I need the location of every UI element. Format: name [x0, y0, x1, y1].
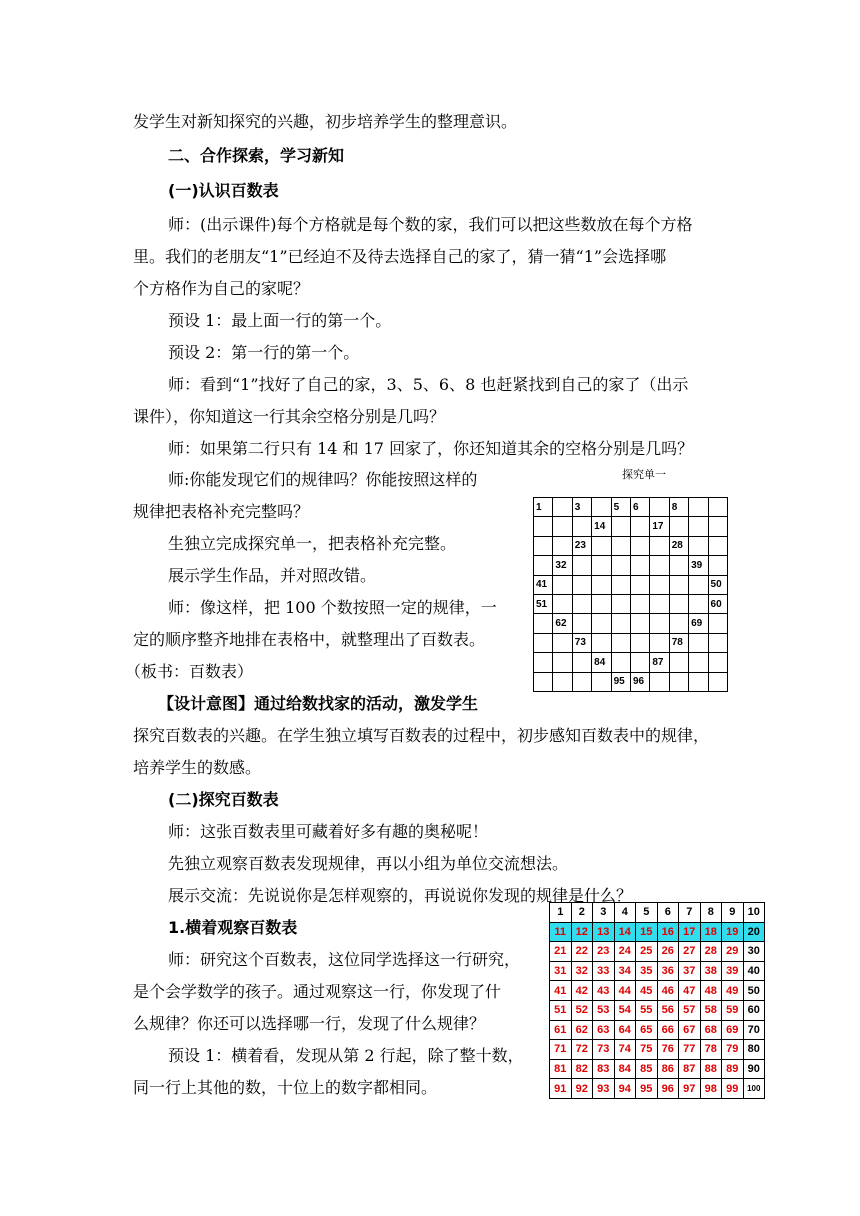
worksheet-cell	[708, 498, 727, 517]
text-line: 生独立完成探究单一，把表格补充完整。	[168, 534, 457, 553]
hundred-chart-row	[550, 1079, 765, 1099]
worksheet-cell	[553, 653, 572, 672]
worksheet-cell	[669, 614, 688, 633]
hundred-chart-row	[550, 981, 765, 1001]
hundred-chart-cell: 22	[571, 942, 593, 962]
worksheet-cell	[630, 575, 649, 594]
worksheet-cell: 96	[630, 672, 649, 691]
hundred-chart-cell: 25	[636, 942, 658, 962]
worksheet-cell: 87	[650, 653, 669, 672]
worksheet-cell	[611, 575, 630, 594]
worksheet-cell: 84	[592, 653, 611, 672]
text-line: 师:你能发现它们的规律吗？你能按照这样的	[168, 470, 478, 489]
worksheet-cell	[650, 498, 669, 517]
text-line: 探究百数表的兴趣。在学生独立填写百数表的过程中，初步感知百数表中的规律，	[133, 726, 710, 745]
subsection-heading: 1.横着观察百数表	[168, 918, 298, 937]
worksheet-cell	[592, 536, 611, 555]
hundred-chart-cell: 8	[700, 903, 722, 923]
hundred-chart-cell: 86	[657, 1059, 679, 1079]
worksheet-cell	[534, 556, 553, 575]
worksheet-cell: 62	[553, 614, 572, 633]
text-line: 里。我们的老朋友“1”已经迫不及待去选择自己的家了，猜一猜“1”会选择哪	[133, 247, 667, 266]
text-line: 发学生对新知探究的兴趣，初步培养学生的整理意识。	[133, 112, 518, 131]
text-line: 么规律？你还可以选择哪一行，发现了什么规律？	[133, 1014, 486, 1033]
worksheet-cell	[689, 633, 708, 652]
hundred-chart-row	[550, 903, 765, 923]
worksheet-cell	[630, 556, 649, 575]
hundred-chart-cell: 38	[700, 961, 722, 981]
worksheet-row	[534, 498, 728, 517]
worksheet-cell	[611, 594, 630, 613]
hundred-chart-cell: 1	[550, 903, 572, 923]
hundred-chart-cell: 51	[550, 1000, 572, 1020]
hundred-chart-cell: 95	[636, 1079, 658, 1099]
hundred-chart-cell: 54	[614, 1000, 636, 1020]
hundred-chart-cell: 49	[722, 981, 744, 1001]
text-line: 展示学生作品，并对照改错。	[168, 566, 377, 585]
worksheet-cell	[708, 633, 727, 652]
worksheet-cell	[689, 536, 708, 555]
text-line: 师：这张百数表里可藏着好多有趣的奥秘呢！	[168, 822, 489, 841]
hundred-chart-cell: 10	[743, 903, 765, 923]
worksheet-cell	[689, 672, 708, 691]
hundred-chart-cell: 59	[722, 1000, 744, 1020]
worksheet-row	[534, 536, 728, 555]
worksheet-cell	[592, 633, 611, 652]
worksheet-cell	[592, 556, 611, 575]
worksheet-cell	[592, 614, 611, 633]
hundred-chart-cell: 82	[571, 1059, 593, 1079]
worksheet-grid	[533, 497, 728, 692]
worksheet-cell	[708, 672, 727, 691]
text-line: 是个会学数学的孩子。通过观察这一行，你发现了什	[133, 982, 502, 1001]
hundred-chart-cell: 15	[636, 922, 658, 942]
worksheet-cell	[650, 536, 669, 555]
worksheet-row	[534, 633, 728, 652]
worksheet-cell	[650, 575, 669, 594]
worksheet-cell	[669, 653, 688, 672]
hundred-chart-cell: 31	[550, 961, 572, 981]
worksheet-cell	[689, 517, 708, 536]
hundred-chart-row	[550, 1000, 765, 1020]
hundred-chart-cell: 81	[550, 1059, 572, 1079]
worksheet-cell: 23	[572, 536, 591, 555]
hundred-chart	[549, 902, 765, 1099]
hundred-chart-cell: 32	[571, 961, 593, 981]
worksheet-cell: 6	[630, 498, 649, 517]
text-line: 先独立观察百数表发现规律，再以小组为单位交流想法。	[168, 854, 569, 873]
worksheet-cell	[630, 633, 649, 652]
worksheet-cell	[592, 575, 611, 594]
hundred-chart-cell: 19	[722, 922, 744, 942]
worksheet-cell: 5	[611, 498, 630, 517]
worksheet-cell: 39	[689, 556, 708, 575]
hundred-chart-cell: 52	[571, 1000, 593, 1020]
worksheet-cell	[611, 614, 630, 633]
worksheet-cell	[650, 594, 669, 613]
worksheet-cell: 41	[534, 575, 553, 594]
text-line: 预设 1：最上面一行的第一个。	[168, 311, 392, 330]
hundred-chart-cell: 12	[571, 922, 593, 942]
worksheet-cell	[553, 672, 572, 691]
design-intent	[158, 694, 478, 714]
worksheet-cell	[572, 614, 591, 633]
text-line: 师：研究这个百数表，这位同学选择这一行研究，	[168, 950, 521, 969]
hundred-chart-cell: 58	[700, 1000, 722, 1020]
hundred-chart-cell: 66	[657, 1020, 679, 1040]
hundred-chart-cell: 7	[679, 903, 701, 923]
worksheet-cell	[611, 653, 630, 672]
hundred-chart-cell: 53	[593, 1000, 615, 1020]
hundred-chart-row	[550, 1020, 765, 1040]
hundred-chart-cell: 9	[722, 903, 744, 923]
worksheet-cell: 50	[708, 575, 727, 594]
worksheet-cell	[708, 556, 727, 575]
worksheet-cell	[689, 498, 708, 517]
hundred-chart-cell: 24	[614, 942, 636, 962]
hundred-chart-cell: 36	[657, 961, 679, 981]
worksheet-cell: 78	[669, 633, 688, 652]
worksheet-cell: 14	[592, 517, 611, 536]
worksheet-cell: 1	[534, 498, 553, 517]
text-line: 同一行上其他的数，十位上的数字都相同。	[133, 1078, 438, 1097]
hundred-chart-cell: 62	[571, 1020, 593, 1040]
worksheet-row	[534, 517, 728, 536]
hundred-chart-cell: 93	[593, 1079, 615, 1099]
worksheet-cell	[572, 653, 591, 672]
hundred-chart-cell: 60	[743, 1000, 765, 1020]
hundred-chart-cell: 33	[593, 961, 615, 981]
worksheet-cell: 8	[669, 498, 688, 517]
hundred-chart-cell: 67	[679, 1020, 701, 1040]
worksheet-cell	[650, 633, 669, 652]
hundred-chart-cell: 71	[550, 1040, 572, 1060]
hundred-chart-cell: 14	[614, 922, 636, 942]
hundred-chart-cell: 23	[593, 942, 615, 962]
worksheet-cell	[553, 517, 572, 536]
worksheet-cell	[534, 672, 553, 691]
hundred-chart-row	[550, 942, 765, 962]
worksheet-cell	[572, 594, 591, 613]
text-line: 预设 1：横着看，发现从第 2 行起，除了整十数，	[168, 1046, 524, 1065]
hundred-chart-cell: 2	[571, 903, 593, 923]
worksheet-cell	[689, 594, 708, 613]
worksheet-cell	[630, 614, 649, 633]
hundred-chart-cell: 100	[743, 1079, 765, 1099]
hundred-chart-cell: 46	[657, 981, 679, 1001]
hundred-chart-cell: 18	[700, 922, 722, 942]
hundred-chart-row	[550, 961, 765, 981]
hundred-chart-cell: 76	[657, 1040, 679, 1060]
worksheet-cell: 69	[689, 614, 708, 633]
hundred-chart-cell: 21	[550, 942, 572, 962]
worksheet-cell	[669, 575, 688, 594]
hundred-chart-cell: 29	[722, 942, 744, 962]
hundred-chart-cell: 30	[743, 942, 765, 962]
worksheet-cell	[553, 498, 572, 517]
hundred-chart-cell: 68	[700, 1020, 722, 1040]
hundred-chart-cell: 42	[571, 981, 593, 1001]
subsection-heading: (二)探究百数表	[168, 790, 279, 809]
worksheet-cell	[611, 633, 630, 652]
worksheet-cell	[534, 517, 553, 536]
hundred-chart-cell: 5	[636, 903, 658, 923]
hundred-chart-cell: 96	[657, 1079, 679, 1099]
hundred-chart-cell: 98	[700, 1079, 722, 1099]
hundred-chart-cell: 35	[636, 961, 658, 981]
worksheet-cell	[572, 672, 591, 691]
hundred-chart-cell: 72	[571, 1040, 593, 1060]
hundred-chart-cell: 85	[636, 1059, 658, 1079]
hundred-chart-cell: 45	[636, 981, 658, 1001]
worksheet-cell	[630, 653, 649, 672]
hundred-chart-cell: 74	[614, 1040, 636, 1060]
text-line: 培养学生的数感。	[133, 758, 262, 777]
hundred-chart-cell: 56	[657, 1000, 679, 1020]
worksheet-cell	[689, 653, 708, 672]
hundred-chart-cell: 6	[657, 903, 679, 923]
hundred-chart-cell: 91	[550, 1079, 572, 1099]
hundred-chart-cell: 64	[614, 1020, 636, 1040]
hundred-chart-cell: 48	[700, 981, 722, 1001]
worksheet-cell	[592, 594, 611, 613]
hundred-chart-cell: 79	[722, 1040, 744, 1060]
text-line: 师：(出示课件)每个方格就是每个数的家，我们可以把这些数放在每个方格	[168, 215, 693, 234]
text-line: 定的顺序整齐地排在表格中，就整理出了百数表。	[133, 630, 486, 649]
text-line: 展示交流：先说说你是怎样观察的，再说说你发现的规律是什么？	[168, 886, 633, 905]
hundred-chart-cell: 90	[743, 1059, 765, 1079]
worksheet-cell	[650, 556, 669, 575]
hundred-chart-cell: 43	[593, 981, 615, 1001]
worksheet-cell	[630, 536, 649, 555]
hundred-chart-cell: 61	[550, 1020, 572, 1040]
worksheet-cell	[534, 614, 553, 633]
hundred-chart-cell: 34	[614, 961, 636, 981]
hundred-chart-cell: 88	[700, 1059, 722, 1079]
worksheet-cell: 60	[708, 594, 727, 613]
hundred-chart-cell: 99	[722, 1079, 744, 1099]
hundred-chart-cell: 26	[657, 942, 679, 962]
worksheet-cell: 95	[611, 672, 630, 691]
worksheet-cell	[708, 517, 727, 536]
worksheet-cell	[708, 614, 727, 633]
hundred-chart-cell: 92	[571, 1079, 593, 1099]
hundred-chart-cell: 80	[743, 1040, 765, 1060]
worksheet-cell	[708, 536, 727, 555]
worksheet-cell	[630, 594, 649, 613]
hundred-chart-cell: 20	[743, 922, 765, 942]
hundred-chart-cell: 3	[593, 903, 615, 923]
text-line: （板书：百数表）	[125, 662, 254, 681]
hundred-chart-cell: 65	[636, 1020, 658, 1040]
text-line: 课件），你知道这一行其余空格分别是几吗？	[133, 407, 446, 426]
worksheet-cell	[553, 594, 572, 613]
hundred-chart-cell: 41	[550, 981, 572, 1001]
text-line: 师：看到“1”找好了自己的家，3、5、6、8 也赶紧找到自己的家了（出示	[168, 375, 689, 394]
worksheet-cell	[553, 633, 572, 652]
hundred-chart-cell: 39	[722, 961, 744, 981]
worksheet-row	[534, 575, 728, 594]
worksheet-cell	[553, 536, 572, 555]
hundred-chart-cell: 63	[593, 1020, 615, 1040]
hundred-chart-cell: 87	[679, 1059, 701, 1079]
hundred-chart-cell: 13	[593, 922, 615, 942]
hundred-chart-cell: 57	[679, 1000, 701, 1020]
worksheet-cell	[689, 575, 708, 594]
subsection-heading: (一)认识百数表	[168, 181, 279, 200]
worksheet-cell	[534, 633, 553, 652]
worksheet-row	[534, 556, 728, 575]
worksheet-cell	[650, 614, 669, 633]
text-line: 个方格作为自己的家呢？	[133, 279, 310, 298]
worksheet-cell	[572, 517, 591, 536]
worksheet-cell	[534, 653, 553, 672]
hundred-chart-cell: 11	[550, 922, 572, 942]
hundred-chart-cell: 83	[593, 1059, 615, 1079]
worksheet-cell: 32	[553, 556, 572, 575]
hundred-chart-cell: 40	[743, 961, 765, 981]
hundred-chart-cell: 73	[593, 1040, 615, 1060]
hundred-chart-cell: 27	[679, 942, 701, 962]
worksheet-cell: 73	[572, 633, 591, 652]
worksheet-cell	[534, 536, 553, 555]
hundred-chart-cell: 78	[700, 1040, 722, 1060]
worksheet-cell: 51	[534, 594, 553, 613]
worksheet-cell: 28	[669, 536, 688, 555]
hundred-chart-cell: 77	[679, 1040, 701, 1060]
hundred-chart-cell: 4	[614, 903, 636, 923]
worksheet-row	[534, 614, 728, 633]
hundred-chart-cell: 75	[636, 1040, 658, 1060]
worksheet-cell	[708, 653, 727, 672]
worksheet-cell: 3	[572, 498, 591, 517]
hundred-chart-cell: 47	[679, 981, 701, 1001]
text-line: 预设 2：第一行的第一个。	[168, 343, 360, 362]
hundred-chart-cell: 16	[657, 922, 679, 942]
hundred-chart-cell: 89	[722, 1059, 744, 1079]
text-line: 师：像这样，把 100 个数按照一定的规律，一	[168, 598, 497, 617]
hundred-chart-row	[550, 1040, 765, 1060]
worksheet-cell	[650, 672, 669, 691]
hundred-chart-row	[550, 922, 765, 942]
hundred-chart-cell: 70	[743, 1020, 765, 1040]
hundred-chart-cell: 55	[636, 1000, 658, 1020]
worksheet-caption: 探究单一	[622, 468, 666, 481]
worksheet-cell	[630, 517, 649, 536]
hundred-chart-cell: 37	[679, 961, 701, 981]
worksheet-cell	[669, 594, 688, 613]
worksheet-cell	[611, 517, 630, 536]
section-heading: 二、合作探索，学习新知	[168, 146, 345, 165]
hundred-chart-cell: 44	[614, 981, 636, 1001]
worksheet-cell	[572, 575, 591, 594]
worksheet-cell	[611, 536, 630, 555]
worksheet-cell	[553, 575, 572, 594]
worksheet-row	[534, 653, 728, 672]
worksheet-cell	[669, 672, 688, 691]
hundred-chart-row	[550, 1059, 765, 1079]
hundred-chart-cell: 17	[679, 922, 701, 942]
worksheet-cell	[592, 498, 611, 517]
hundred-chart-cell: 28	[700, 942, 722, 962]
worksheet-cell	[669, 556, 688, 575]
worksheet-row	[534, 672, 728, 691]
design-intent-label: 【设计意图】通过给数找家的活动，激发学生	[158, 694, 479, 713]
text-line: 师：如果第二行只有 14 和 17 回家了，你还知道其余的空格分别是几吗？	[168, 439, 694, 458]
worksheet-cell	[669, 517, 688, 536]
worksheet-cell	[611, 556, 630, 575]
worksheet-cell	[592, 672, 611, 691]
hundred-chart-cell: 97	[679, 1079, 701, 1099]
hundred-chart-cell: 84	[614, 1059, 636, 1079]
hundred-chart-cell: 69	[722, 1020, 744, 1040]
worksheet-cell	[572, 556, 591, 575]
text-line: 规律把表格补充完整吗？	[133, 502, 310, 521]
worksheet-row	[534, 594, 728, 613]
hundred-chart-cell: 50	[743, 981, 765, 1001]
hundred-chart-cell: 94	[614, 1079, 636, 1099]
worksheet-cell: 17	[650, 517, 669, 536]
